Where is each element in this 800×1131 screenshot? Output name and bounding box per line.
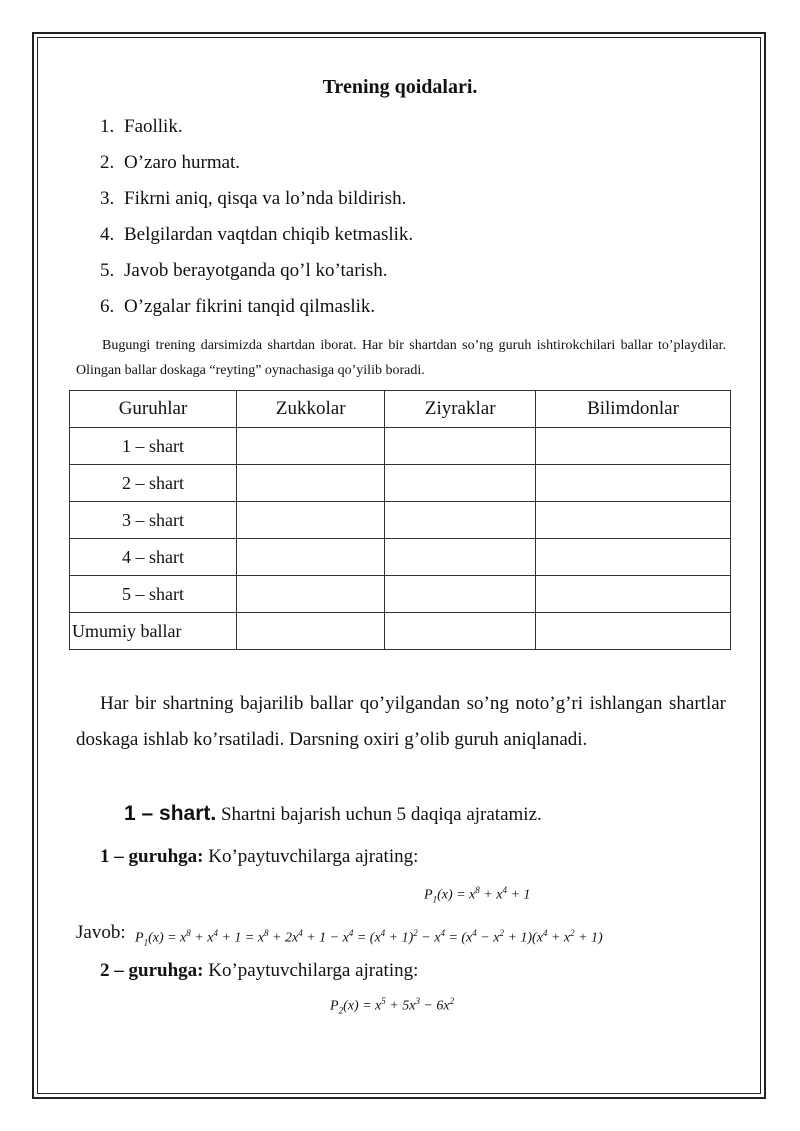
table-cell: [535, 613, 730, 650]
javob-label: Javob:: [76, 922, 126, 943]
list-item: [100, 256, 413, 292]
rule-number: 5.: [100, 260, 115, 281]
table-cell: [237, 428, 385, 465]
table-cell: [535, 428, 730, 465]
table-header-cell: Ziyraklar: [385, 391, 536, 428]
table-row: [70, 539, 731, 576]
table-cell: [237, 539, 385, 576]
table-cell: [237, 613, 385, 650]
group-1-task: [100, 846, 418, 868]
table-row: [70, 465, 731, 502]
row-label: Umumiy ballar: [70, 613, 237, 650]
table-cell: [385, 576, 536, 613]
equation-javob: $P_1(x) = x^8 + x^4 + 1 = x^8 + 2x^4 + 1 - x^4 = (x^4 + 1)^2 - x^4 = (x^4 - x^2 + 1)(x^4 + x^2 + 1)$: [135, 928, 603, 948]
table-cell: [237, 465, 385, 502]
table-cell: [385, 465, 536, 502]
rule-text: Faollik.: [124, 116, 183, 137]
group-2-text: Ko’paytuvchilarga ajrating:: [203, 960, 419, 981]
equation-p1: $P_1(x) = x^8 + x^4 + 1$: [424, 885, 531, 905]
table-row: [70, 613, 731, 650]
list-item: [100, 220, 413, 256]
table-row: [70, 576, 731, 613]
rule-text: O’zgalar fikrini tanqid qilmaslik.: [124, 296, 376, 317]
table-header-cell: Guruhlar: [70, 391, 237, 428]
rating-table: [69, 390, 731, 650]
table-cell: [237, 502, 385, 539]
instruction-paragraph: Har bir shartning bajarilib ballar qo’yilgandan so’ng noto’g’ri ishlangan shartlar doskaga ishlab ko’rsatiladi. Darsning oxiri g’olib guruh aniqlanadi.: [76, 693, 726, 750]
list-item: [100, 148, 413, 184]
rule-number: 3.: [100, 188, 115, 209]
row-label: 5 – shart: [70, 576, 237, 613]
table-cell: [535, 539, 730, 576]
rule-number: 4.: [100, 224, 115, 245]
page-title: Trening qoidalari.: [322, 76, 478, 98]
list-item: [100, 184, 413, 220]
rule-text: Fikrni aniq, qisqa va lo’nda bildirish.: [124, 188, 407, 209]
table-cell: [385, 428, 536, 465]
table-cell: [535, 465, 730, 502]
rule-text: O’zaro hurmat.: [124, 152, 241, 173]
list-item: [100, 292, 413, 328]
row-label: 4 – shart: [70, 539, 237, 576]
rule-number: 6.: [100, 296, 115, 317]
row-label: 1 – shart: [70, 428, 237, 465]
table-cell: [535, 576, 730, 613]
shart-1-heading: [124, 802, 542, 826]
shart-1-label: 1 – shart.: [124, 802, 217, 825]
row-label: 2 – shart: [70, 465, 237, 502]
table-cell: [535, 502, 730, 539]
row-label: 3 – shart: [70, 502, 237, 539]
group-2-label: 2 – guruhga:: [100, 960, 204, 981]
table-header-cell: Bilimdonlar: [535, 391, 730, 428]
table-cell: [385, 539, 536, 576]
equation-p2: $P_2(x) = x^5 + 5x^3 - 6x^2$: [330, 996, 455, 1016]
group-2-task: [100, 960, 418, 982]
intro-paragraph: Bugungi trening darsimizda shartdan iborat. Har bir shartdan so’ng guruh ishtirokchilari ballar to’playdilar. Olingan ballar doskaga “reyting” oynachasiga qo’yilib boradi.: [76, 338, 726, 378]
group-1-text: Ko’paytuvchilarga ajrating:: [203, 846, 419, 867]
table-header-cell: Zukkolar: [237, 391, 385, 428]
list-item: [100, 112, 413, 148]
rule-number: 2.: [100, 152, 115, 173]
rule-text: Belgilardan vaqtdan chiqib ketmaslik.: [124, 224, 414, 245]
rule-text: Javob berayotganda qo’l ko’tarish.: [124, 260, 388, 281]
table-header-row: [70, 391, 731, 428]
table-cell: [385, 613, 536, 650]
rules-list: [100, 112, 413, 328]
table-cell: [237, 576, 385, 613]
table-row: [70, 428, 731, 465]
table-cell: [385, 502, 536, 539]
group-1-label: 1 – guruhga:: [100, 846, 204, 867]
table-row: [70, 502, 731, 539]
rule-number: 1.: [100, 116, 115, 137]
shart-1-text: Shartni bajarish uchun 5 daqiqa ajratamiz.: [216, 804, 542, 825]
